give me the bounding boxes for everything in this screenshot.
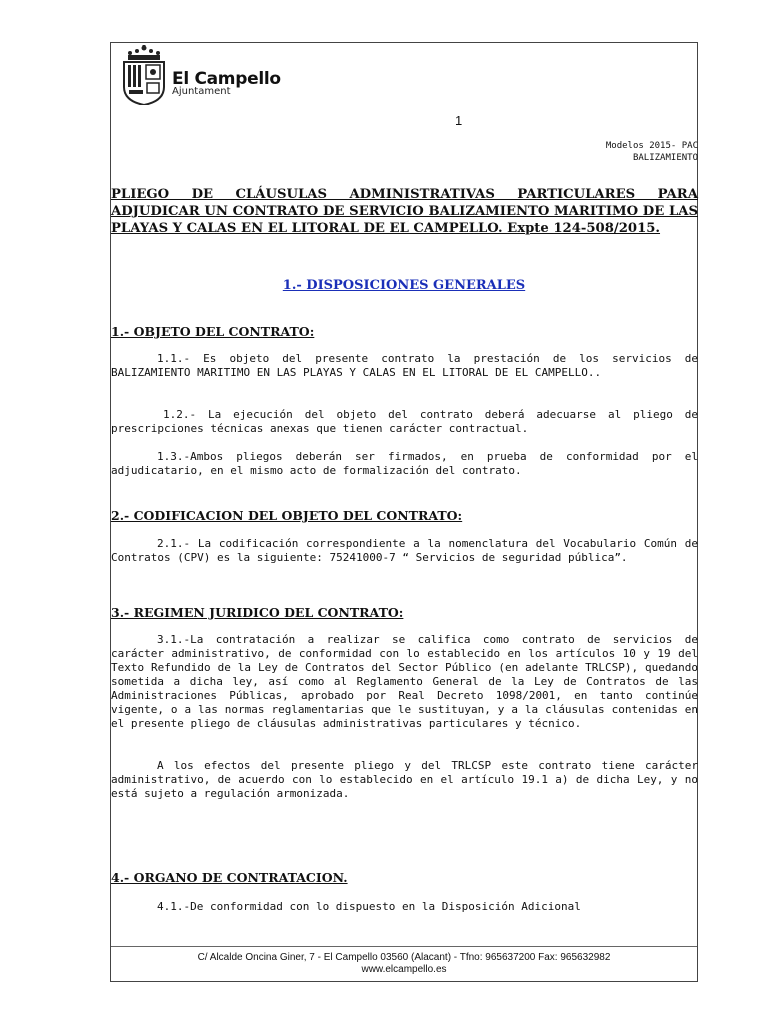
page-number: 1 [455,113,463,128]
footer [110,952,698,976]
paragraph-1-2-text: 1.2.- La ejecución del objeto del contrato deberá adecuarse al pliego de prescripciones técnicas anexas que tienen carácter contractual. [111,408,698,435]
footer-website: www.elcampello.es [361,964,447,975]
logo-text [172,70,281,97]
models-line-2: BALIZAMIENTO [632,153,698,163]
paragraph-1-2 [111,408,698,436]
logo-subtitle: Ajuntament [172,86,231,97]
footer-divider [111,946,697,947]
heading-organo: 4.- ORGANO DE CONTRATACION. [111,870,348,885]
footer-address: C/ Alcalde Oncina Giner, 7 - El Campello 03560 (Alacant) - Tfno: 965637200 Fax: 965632982 [197,952,611,963]
section-heading-general: 1.- DISPOSICIONES GENERALES [282,278,526,293]
paragraph-3-2-text: A los efectos del presente pliego y del TRLCSP este contrato tiene carácter administrativo, de acuerdo con lo establecido en el artículo 19.1 a) de dicha Ley, y no está sujeto a regulación armonizada. [111,759,698,800]
paragraph-3-1-text: 3.1.-La contratación a realizar se califica como contrato de servicios de carácter administrativo, de conformidad con lo establecido en los artículos 10 y 19 del Texto Refundido de la Ley de Contratos del Sector Público (en adelante TRLCSP), quedando sometida a dicha ley, así como al Reglamento General de la Ley de Contratos de las Administraciones Públicas, aprobado por Real Decreto 1098/2001, en tanto continúe vigente, o a las normas reglamentarias que le sustituyan, y a la cláusulas contenidas en el presente pliego de cláusulas administrativas particulares y técnico. [111,633,698,730]
paragraph-1-1 [111,352,698,380]
heading-regimen: 3.- REGIMEN JURIDICO DEL CONTRATO: [111,605,404,620]
paragraph-2-1 [111,537,698,565]
heading-codificacion: 2.- CODIFICACION DEL OBJETO DEL CONTRATO: [111,508,463,523]
paragraph-4-1-text: 4.1.-De conformidad con lo dispuesto en la Disposición Adicional [157,900,581,913]
logo-name: El Campello [172,69,281,89]
paragraph-1-1-text: 1.1.- Es objeto del presente contrato la prestación de los servicios de BALIZAMIENTO MARITIMO EN LAS PLAYAS Y CALAS EN EL LITORAL DE EL CAMPELLO.. [111,352,698,379]
document-title: PLIEGO DE CLÁUSULAS ADMINISTRATIVAS PARTICULARES PARA ADJUDICAR UN CONTRATO DE SERVICIO BALIZAMIENTO MARITIMO DE LAS PLAYAS Y CALAS EN EL LITORAL DE EL CAMPELLO. Expte 124-508/2015. [111,187,698,236]
models-label [606,140,698,164]
paragraph-3-1 [111,633,698,731]
paragraph-3-2 [111,759,698,801]
paragraph-1-3-text: 1.3.-Ambos pliegos deberán ser firmados, en prueba de conformidad por el adjudicatario, en el mismo acto de formalización del contrato. [111,450,698,477]
heading-objeto: 1.- OBJETO DEL CONTRATO: [111,324,315,339]
paragraph-1-3 [111,450,698,478]
models-line-1: Modelos 2015- PAC [605,141,698,151]
paragraph-2-1-text: 2.1.- La codificación correspondiente a la nomenclatura del Vocabulario Común de Contratos (CPV) es la siguiente: 75241000-7 “ Servicios de seguridad pública”. [111,537,698,564]
paragraph-4-1 [111,900,698,914]
